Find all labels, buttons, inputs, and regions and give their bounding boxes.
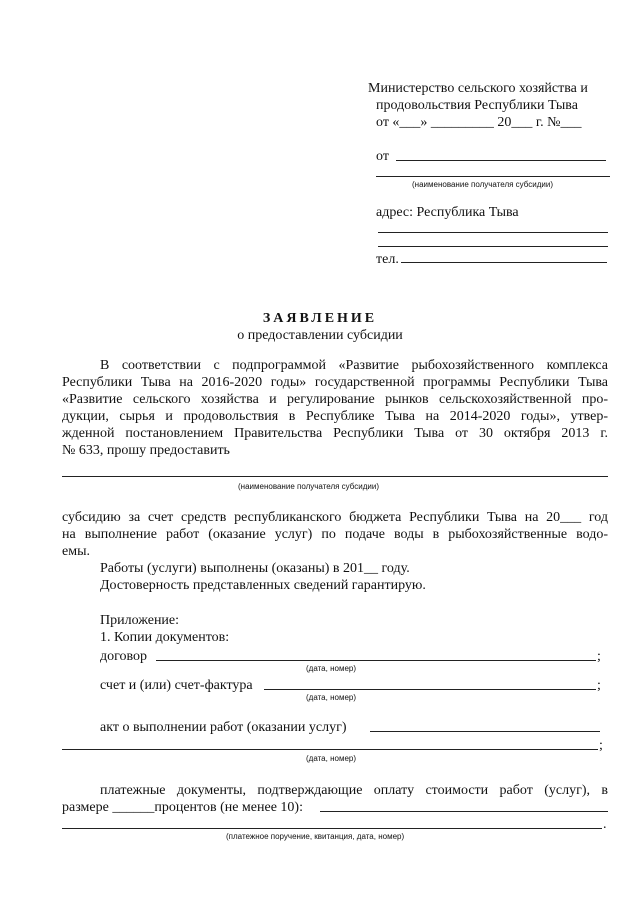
payment-field-2[interactable]	[62, 828, 602, 829]
text: В соответствии с подпрограммой «Развитие рыбохозяйственного комплекса	[100, 358, 608, 373]
address-label: адрес: Республика Тыва	[376, 205, 519, 220]
paragraph-1-line-2	[62, 374, 608, 391]
text: на выполнение работ (оказание услуг) по подаче воды в рыбохозяйственные водо-	[62, 527, 608, 542]
invoice-caption: (дата, номер)	[306, 693, 357, 702]
contract-caption: (дата, номер)	[306, 664, 357, 673]
text: дукции, сырья и продовольствия в Республике Тыва на 2014-2020 годы», утвер-	[62, 409, 608, 424]
from-field-2[interactable]	[376, 176, 610, 177]
payment-line-2: размере ______процентов (не менее 10):	[62, 800, 303, 815]
text: жденной постановлением Правительства Республики Тыва от 30 октября 2013 г.	[62, 426, 608, 441]
text: субсидию за счет средств республиканского бюджета Республики Тыва на 20___ год	[62, 510, 608, 525]
address-field-2[interactable]	[378, 246, 608, 247]
act-label: акт о выполнении работ (оказании услуг)	[100, 720, 347, 735]
document-subtitle: о предоставлении субсидии	[237, 328, 403, 343]
payment-field-1[interactable]	[320, 811, 608, 812]
paragraph-2-line-3: емы.	[62, 544, 90, 559]
contract-field[interactable]	[156, 660, 596, 661]
contract-label: договор	[100, 649, 148, 664]
text: платежные документы, подтверждающие оплату стоимости работ (услуг), в	[100, 783, 608, 798]
ministry-date-line: от «___» _________ 20___ г. №___	[376, 115, 582, 130]
paragraph-1-line-1	[100, 357, 608, 374]
payment-period: .	[603, 817, 607, 832]
act-caption: (дата, номер)	[306, 754, 357, 763]
recipient-caption-body: (наименование получателя субсидии)	[238, 482, 379, 491]
address-field-1[interactable]	[378, 232, 608, 233]
text: Республики Тыва на 2016-2020 годы» государственной программы Республики Тыва	[62, 375, 608, 390]
ministry-line-2: продовольствия Республики Тыва	[376, 98, 578, 113]
text: «Развитие сельского хозяйства и регулирование рынков сельскохозяйственной про-	[62, 392, 608, 407]
paragraph-1-line-6: № 633, прошу предоставить	[62, 443, 230, 458]
paragraph-1-line-4	[62, 408, 608, 425]
document-title: ЗАЯВЛЕНИЕ	[262, 311, 378, 326]
guarantee-line: Достоверность представленных сведений гарантирую.	[100, 578, 426, 593]
paragraph-2-line-2	[62, 526, 608, 543]
contract-semicolon: ;	[597, 649, 601, 664]
invoice-label: счет и (или) счет-фактура	[100, 678, 253, 693]
recipient-name-field[interactable]	[62, 476, 608, 477]
paragraph-1-line-5	[62, 425, 608, 442]
recipient-caption-header: (наименование получателя субсидии)	[412, 180, 553, 189]
act-field-1[interactable]	[370, 731, 600, 732]
paragraph-1-line-3	[62, 391, 608, 408]
from-field[interactable]	[396, 160, 606, 161]
from-label: от	[376, 149, 389, 164]
invoice-semicolon: ;	[597, 678, 601, 693]
invoice-field[interactable]	[264, 689, 596, 690]
paragraph-2-line-1	[62, 509, 608, 526]
ministry-line-1: Министерство сельского хозяйства и	[368, 81, 588, 96]
act-semicolon: ;	[599, 738, 603, 753]
attachments-item-1: 1. Копии документов:	[100, 630, 230, 645]
attachments-title: Приложение:	[100, 613, 180, 628]
phone-field[interactable]	[401, 262, 607, 263]
payment-caption: (платежное поручение, квитанция, дата, номер)	[226, 832, 405, 841]
payment-line-1	[100, 782, 608, 799]
act-field-2[interactable]	[62, 749, 598, 750]
works-done-line: Работы (услуги) выполнены (оказаны) в 201__ году.	[100, 561, 410, 576]
phone-label: тел.	[376, 252, 399, 267]
